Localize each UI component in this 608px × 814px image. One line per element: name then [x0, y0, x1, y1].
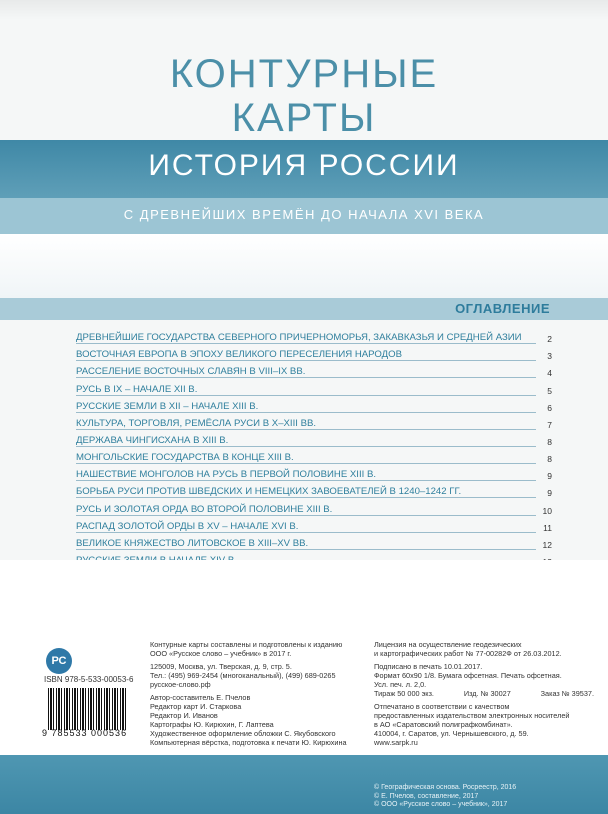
- imprint-line: и картографических работ № 77-00282Ф от 26.03.2012.: [374, 649, 562, 658]
- toc-item-page: 3: [547, 351, 552, 362]
- toc-item-page: 7: [547, 419, 552, 430]
- imprint-line: www.sarpk.ru: [374, 738, 418, 747]
- imprint-line: Лицензия на осуществление геодезических: [374, 640, 522, 649]
- toc-item-title: ВЕЛИКОЕ КНЯЖЕСТВО ЛИТОВСКОЕ В XIII–XV ВВ.: [76, 538, 314, 550]
- toc-item-title: ДЕРЖАВА ЧИНГИСХАНА В XIII В.: [76, 435, 234, 447]
- toc-item: [76, 501, 562, 518]
- toc-item: [76, 416, 562, 433]
- imprint-line: Тел.: (495) 969-2454 (многоканальный), (499) 689-0265: [150, 671, 336, 680]
- toc-item: [76, 399, 562, 416]
- imprint-line: Картографы Ю. Кирюхин, Г. Лаптева: [150, 720, 274, 729]
- toc-item-title: РУСЬ В IX – НАЧАЛЕ XII В.: [76, 384, 203, 396]
- toc-item-page: 11: [543, 522, 552, 533]
- toc-item: [76, 467, 562, 484]
- copyright-line: © Е. Пчелов, составление, 2017: [374, 792, 479, 800]
- imprint-line: предоставленных издательством электронных носителей: [374, 711, 570, 720]
- imprint-line: Отпечатано в соответствии с качеством: [374, 702, 510, 711]
- toc-item: [76, 484, 562, 501]
- title-line-2: КАРТЫ: [231, 96, 377, 140]
- toc-item: [76, 364, 562, 381]
- toc-item-title: НАШЕСТВИЕ МОНГОЛОВ НА РУСЬ В ПЕРВОЙ ПОЛОВИНЕ XIII В.: [76, 469, 382, 481]
- toc-item-title: КУЛЬТУРА, ТОРГОВЛЯ, РЕМЁСЛА РУСИ В X–XIII ВВ.: [76, 418, 322, 430]
- imprint-line: Автор-составитель Е. Пчелов: [150, 693, 251, 702]
- toc-item: [76, 519, 562, 536]
- toc-item-page: 9: [547, 471, 552, 482]
- barcode-digits: 9 785533 000536: [42, 728, 128, 738]
- toc-item: [76, 347, 562, 364]
- imprint-line: 125009, Москва, ул. Тверская, д. 9, стр. 5.: [150, 662, 292, 671]
- imprint-line: ООО «Русское слово – учебник» в 2017 г.: [150, 649, 292, 658]
- toc-item-page: 9: [547, 488, 552, 499]
- white-band: [0, 234, 608, 298]
- imprint-print-info: [374, 640, 594, 747]
- toc-item-title: РУССКИЕ ЗЕМЛИ В XII – НАЧАЛЕ XIII В.: [76, 401, 264, 413]
- copyright-line: © Географическая основа. Росреестр, 2016: [374, 784, 517, 791]
- toc-item: [76, 433, 562, 450]
- imprint-line: Контурные карты составлены и подготовлены к изданию: [150, 640, 343, 649]
- print-run-row: [374, 689, 594, 698]
- imprint-line: Редактор карт И. Старкова: [150, 702, 242, 711]
- order-number: Заказ № 39537.: [540, 689, 594, 698]
- imprint-line: Художественное оформление обложки С. Якубовского: [150, 729, 336, 738]
- toc-item-title: БОРЬБА РУСИ ПРОТИВ ШВЕДСКИХ И НЕМЕЦКИХ ЗАВОЕВАТЕЛЕЙ В 1240–1242 ГГ.: [76, 486, 467, 498]
- imprint-line: русское-слово.рф: [150, 680, 211, 689]
- toc-item-page: 12: [542, 539, 552, 550]
- imprint-publisher-info: [150, 640, 365, 747]
- toc-item-title: РАСПАД ЗОЛОТОЙ ОРДЫ В XV – НАЧАЛЕ XVI В.: [76, 521, 304, 533]
- toc-item: [76, 450, 562, 467]
- imprint-line: в АО «Саратовский полиграфкомбинат».: [374, 720, 513, 729]
- toc-item: [76, 536, 562, 553]
- toc-item-title: ВОСТОЧНАЯ ЕВРОПА В ЭПОХУ ВЕЛИКОГО ПЕРЕСЕЛЕНИЯ НАРОДОВ: [76, 349, 408, 361]
- toc-item-page: 5: [547, 385, 552, 396]
- imprint-line: Редактор И. Иванов: [150, 711, 218, 720]
- toc-item-page: 8: [547, 436, 552, 447]
- era-caption: С ДРЕВНЕЙШИХ ВРЕМЁН ДО НАЧАЛА XVI ВЕКА: [123, 207, 485, 222]
- toc-item-page: 6: [547, 402, 552, 413]
- toc-item: [76, 381, 562, 398]
- imprint-line: 410004, г. Саратов, ул. Чернышевского, д. 59.: [374, 729, 529, 738]
- toc-item-page: 8: [547, 454, 552, 465]
- toc-item-title: РУСЬ И ЗОЛОТАЯ ОРДА ВО ВТОРОЙ ПОЛОВИНЕ XIII В.: [76, 504, 338, 516]
- subtitle: ИСТОРИЯ РОССИИ: [148, 149, 460, 182]
- toc-item-page: 2: [547, 334, 552, 345]
- print-run: Тираж 50 000 экз.: [374, 689, 434, 698]
- toc-item-title: МОНГОЛЬСКИЕ ГОСУДАРСТВА В КОНЦЕ XIII В.: [76, 452, 300, 464]
- top-edge: [0, 0, 608, 20]
- bottom-band: [0, 755, 608, 814]
- toc-item-page: 10: [542, 505, 552, 516]
- isbn-label: ISBN 978-5-533-00053-6: [44, 675, 134, 684]
- toc-item-title: РАССЕЛЕНИЕ ВОСТОЧНЫХ СЛАВЯН В VIII–IX ВВ.: [76, 366, 311, 378]
- imprint-line: Подписано в печать 10.01.2017.: [374, 662, 483, 671]
- toc-item-title: ДРЕВНЕЙШИЕ ГОСУДАРСТВА СЕВЕРНОГО ПРИЧЕРНОМОРЬЯ, ЗАКАВКАЗЬЯ И СРЕДНЕЙ АЗИИ: [76, 332, 528, 344]
- toc-item-page: 4: [547, 368, 552, 379]
- imprint-line: Усл. печ. л. 2,0.: [374, 680, 427, 689]
- eac-certification-mark: РС: [46, 648, 72, 674]
- copyright-line: © ООО «Русское слово – учебник», 2017: [374, 801, 508, 808]
- imprint-line: Компьютерная вёрстка, подготовка к печати Ю. Кирюхина: [150, 738, 347, 747]
- imprint-line: Формат 60х90 1/8. Бумага офсетная. Печать офсетная.: [374, 671, 562, 680]
- copyright-block: [374, 784, 516, 810]
- barcode-icon: [48, 688, 128, 730]
- toc-heading: ОГЛАВЛЕНИЕ: [455, 301, 550, 316]
- toc-item: [76, 330, 562, 347]
- edition-number: Изд. № 30027: [463, 689, 511, 698]
- title-line-1: КОНТУРНЫЕ: [169, 52, 439, 96]
